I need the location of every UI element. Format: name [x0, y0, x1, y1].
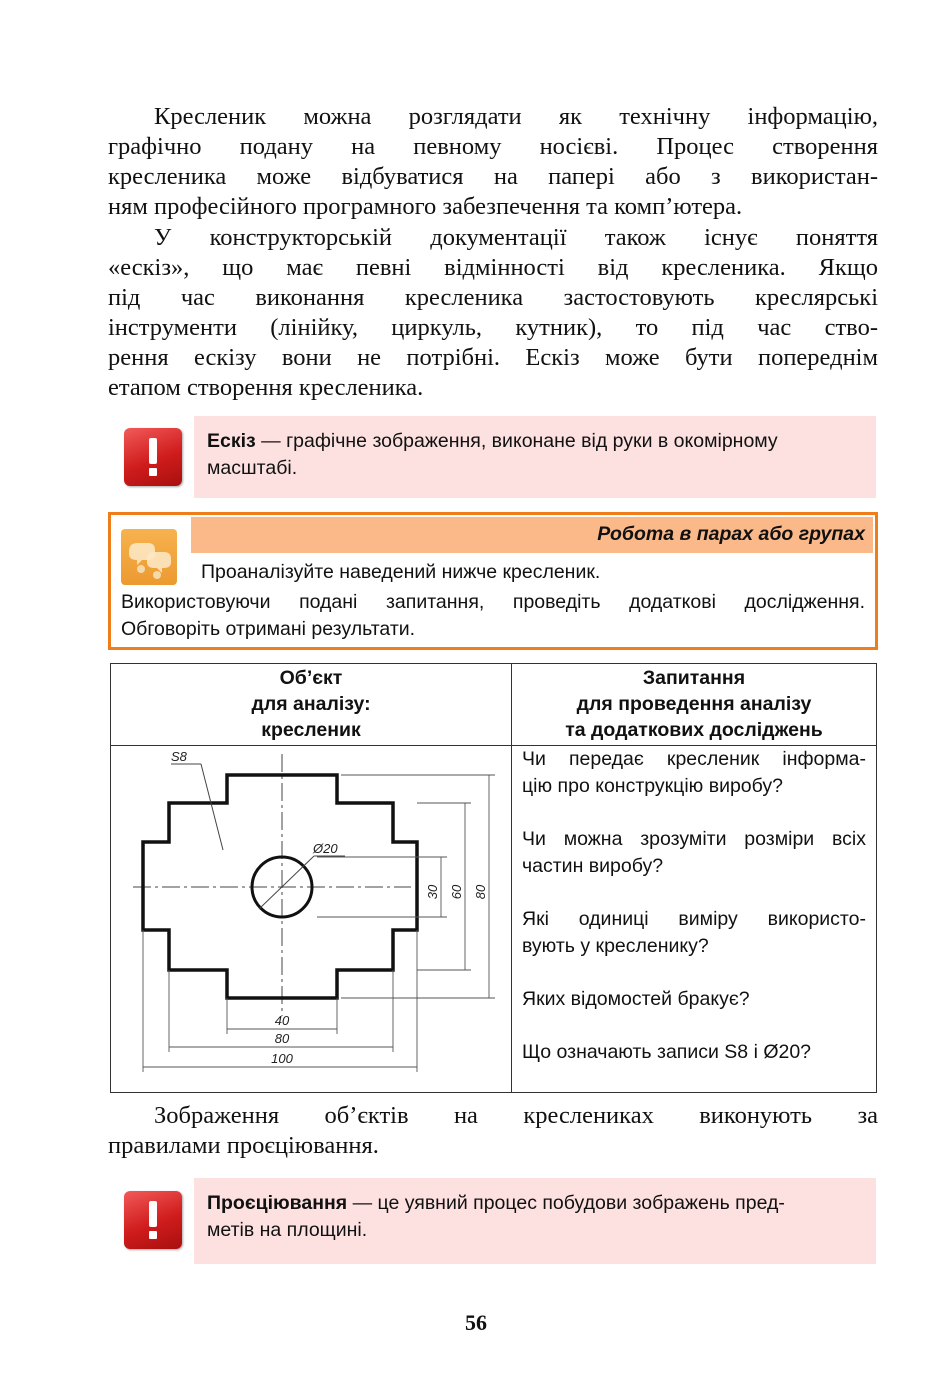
definition-text: метів на площині. [207, 1219, 368, 1241]
dim-60-label: 60 [449, 884, 464, 900]
group-work-icon [121, 529, 177, 585]
text-line: кресленика може відбуватися на папері або з використан- [108, 163, 878, 190]
definition-box-sketch [194, 416, 876, 498]
dim-80-vertical-label: 80 [473, 884, 488, 900]
question-item: Яких відомостей бракує? [522, 988, 750, 1010]
definition-text: масштабі. [207, 457, 298, 479]
definition-term: Ескіз [207, 430, 256, 452]
definition-term: Проєціювання [207, 1192, 348, 1214]
text-line: графічно подану на певному носієві. Процес створення [108, 133, 878, 160]
paragraph-1 [108, 102, 878, 222]
dim-100-label: 100 [271, 1051, 293, 1066]
questions-cell [512, 746, 877, 1093]
work-instruction-2 [121, 589, 865, 643]
work-in-groups-box [108, 512, 878, 650]
text-line: Використовуючи подані запитання, проведіть додаткові дослідження. [121, 591, 865, 613]
definition-text: — це уявний процес побудови зображень пред- [347, 1192, 785, 1214]
question-item: Чи можна зрозуміти розміри всіх частин виробу? [522, 828, 866, 877]
work-box-header [191, 517, 873, 553]
text-line: правилами проєціювання. [108, 1132, 379, 1159]
question-item: Які одиниці виміру використо- вують у кресленику? [522, 908, 866, 957]
thickness-label: S8 [171, 749, 187, 764]
column-header-object: Об’єкт для аналізу: кресленик [111, 664, 512, 746]
analysis-table [110, 663, 877, 1093]
question-item: Чи передає кресленик інформа- цію про конструкцію виробу? [522, 748, 866, 797]
text-line: «ескіз», що має певні відмінності від кресленика. Якщо [108, 254, 878, 281]
text-line: етапом створення кресленика. [108, 374, 424, 401]
question-item: Що означають записи S8 і Ø20? [522, 1041, 812, 1063]
work-box-title: Робота в парах або групах [597, 523, 865, 545]
definition-box-projection [194, 1178, 876, 1264]
text-line: інструменти (лінійку, циркуль, кутник), то під час ство- [108, 314, 878, 341]
text-line: Кресленик можна розглядати як технічну інформацію, [154, 103, 878, 130]
dim-30-label: 30 [425, 884, 440, 900]
hole-diameter-label: Ø20 [313, 841, 338, 856]
text-line: Обговоріть отримані результати. [121, 618, 416, 640]
paragraph-2 [108, 223, 878, 403]
text-line: Зображення об’єктів на креслениках виконують за [154, 1102, 878, 1129]
page-number: 56 [465, 1310, 487, 1335]
text-line: під час виконання кресленика застостовують креслярські [108, 284, 878, 311]
text-line: У конструкторській документації також існує поняття [154, 224, 878, 251]
text-line: ням професійного програмного забезпечення та комп’ютера. [108, 193, 743, 220]
paragraph-3 [108, 1101, 878, 1161]
exclamation-icon [124, 1191, 182, 1249]
dim-80-horizontal-label: 80 [274, 1031, 290, 1046]
column-header-questions: Запитання для проведення аналізу та додаткових досліджень [512, 664, 877, 746]
work-instruction: Проаналізуйте наведений нижче кресленик. [201, 561, 601, 583]
exclamation-icon [124, 428, 182, 486]
definition-text: — графічне зображення, виконане від руки в окомірному [255, 430, 778, 452]
dim-40-label: 40 [274, 1013, 290, 1028]
text-line: рення ескізу вони не потрібні. Ескіз може бути попереднім [108, 344, 878, 371]
technical-drawing-cell [111, 746, 512, 1093]
technical-drawing [111, 746, 511, 1086]
